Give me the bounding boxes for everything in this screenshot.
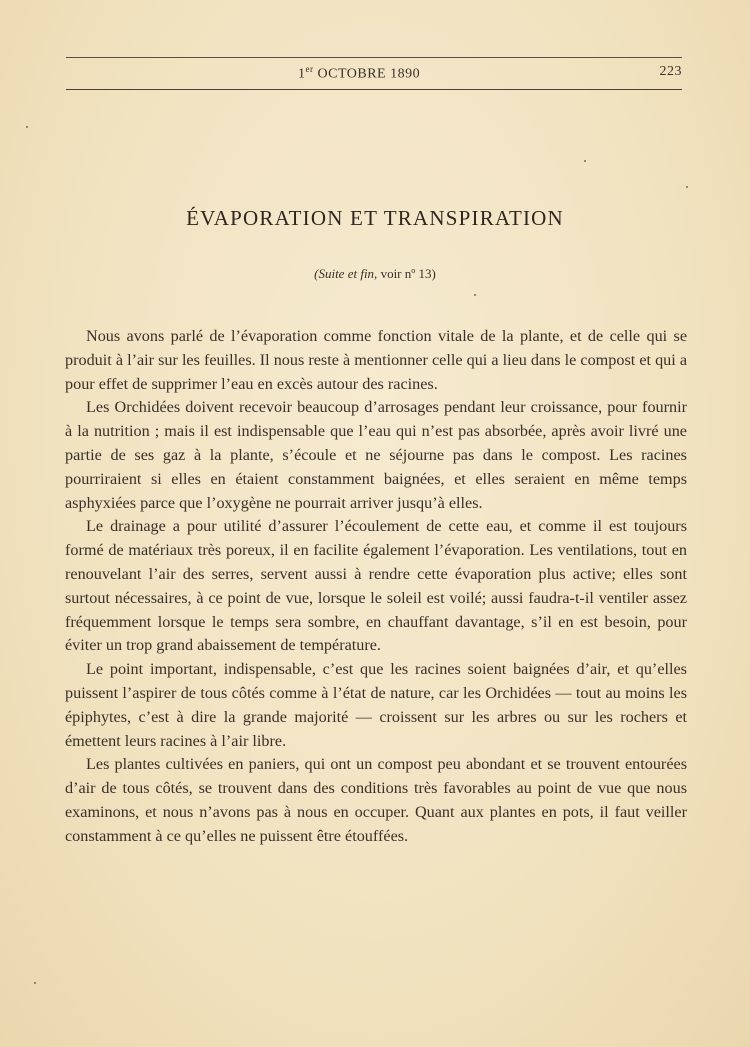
running-head [66, 62, 682, 86]
article-subtitle: (Suite et fin, voir nº 13) [314, 266, 436, 281]
issue-date: 1er OCTOBRE 1890 [298, 64, 421, 82]
paragraph: Nous avons parlé de l’évaporation comme fonction vitale de la plante, et de celle qui se produit à l’air sur les feuilles. Il nous reste à mentionner celle qui a lieu dans le compost et qui a pour effet de supprimer l’eau en excès autour des racines. [65, 327, 687, 393]
article-title: ÉVAPORATION ET TRANSPIRATION [186, 206, 564, 230]
paper-speck [584, 160, 586, 162]
page-number: 223 [659, 64, 682, 79]
paper-speck [26, 126, 28, 128]
paper-speck [686, 186, 688, 188]
paragraph: Le point important, indispensable, c’est que les racines soient baignées d’air, et qu’elles puissent l’aspirer de tous côtés comme à l’état de nature, car les Orchidées — tout au moins les épiphytes, c’est à dire la grande majorité — croissent sur les arbres ou sur les rochers et émettent leurs racines à l’air libre. [65, 660, 687, 750]
header-top-rule [66, 57, 682, 58]
paper-speck [474, 294, 476, 296]
paragraph: Les plantes cultivées en paniers, qui ont un compost peu abondant et se trouvent entourées d’air de tous côtés, se trouvent dans des conditions très favorables au point de vue que nous examinons, et nous n’avons pas à nous en occuper. Quant aux plantes en pots, il faut veiller constamment à ce qu’elles ne puissent être étouffées. [65, 755, 687, 845]
paragraph: Les Orchidées doivent recevoir beaucoup d’arrosages pendant leur croissance, pour fournir à la nutrition ; mais il est indispensable que l’eau qui n’est pas absorbée, après avoir livré une partie de ses gaz à la plante, s’écoule et ne séjourne pas dans le compost. Les racines pourriraient si elles en étaient constamment baignées, et elles seraient en même temps asphyxiées parce que l’oxygène ne pourrait arriver jusqu’à elles. [65, 398, 687, 512]
paragraph: Le drainage a pour utilité d’assurer l’écoulement de cette eau, et comme il est toujours formé de matériaux très poreux, il en facilite également l’évaporation. Les ventilations, tout en renouvelant l’air des serres, servent aussi à rendre cette évaporation plus active; elles sont surtout nécessaires, à ce point de vue, lorsque le soleil est voilé; aussi faudra-t-il ventiler assez fréquemment lorsque le temps sera sombre, en chauffant davantage, s’il en est besoin, pour éviter un trop grand abaissement de température. [65, 517, 687, 655]
article-body [65, 325, 687, 849]
paper-speck [34, 982, 36, 984]
header-bottom-rule [66, 89, 682, 90]
